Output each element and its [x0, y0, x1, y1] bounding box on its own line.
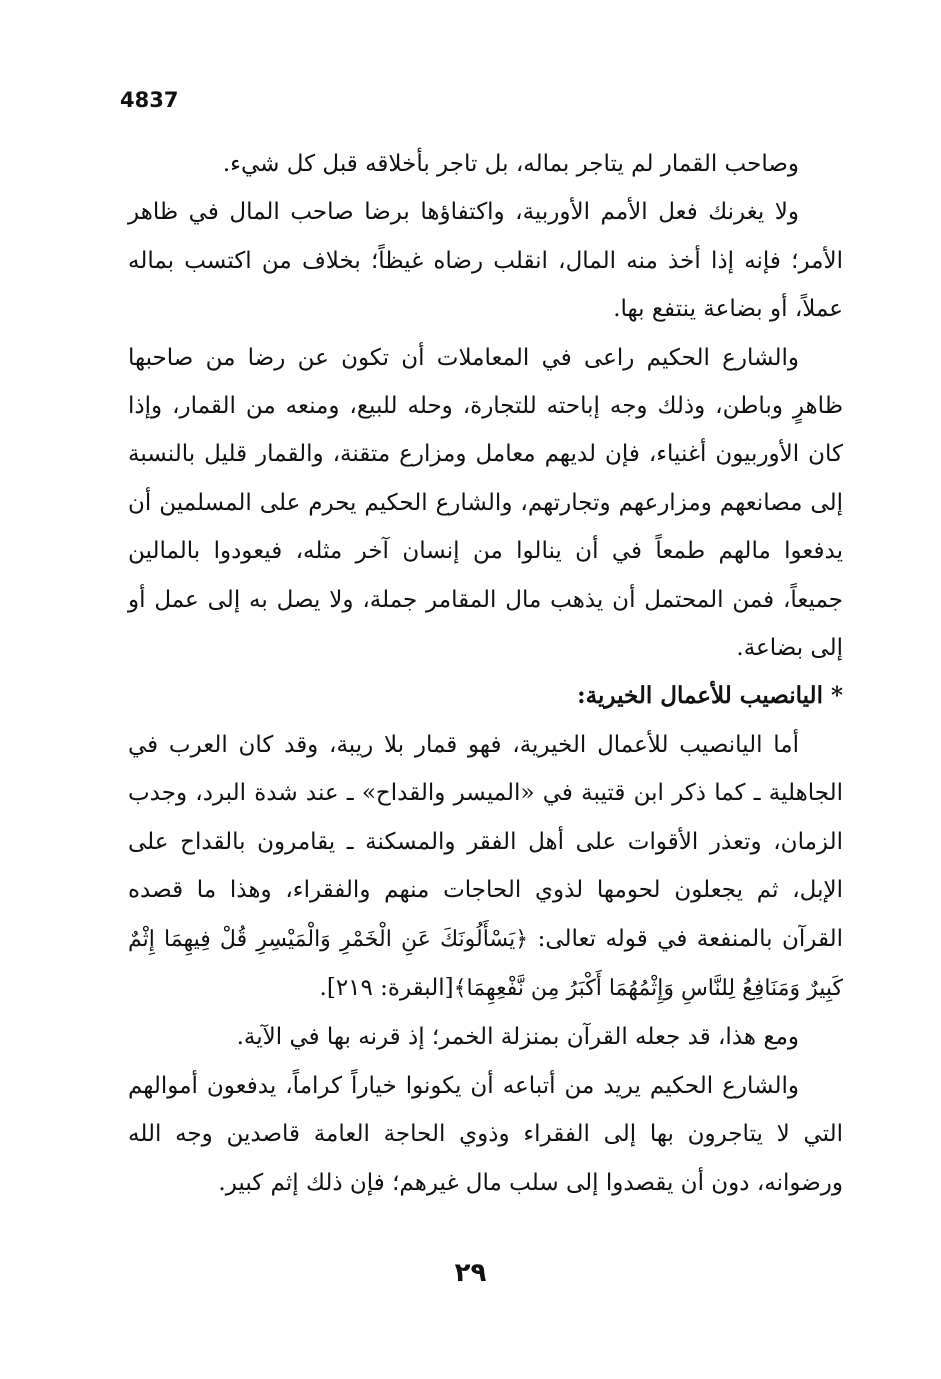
- paragraph-4: [128, 721, 843, 1013]
- quran-verse: ﴿يَسْأَلُونَكَ عَنِ الْخَمْرِ وَالْمَيْسِرِ قُلْ فِيهِمَا إِثْمٌ كَبِيرٌ وَمَنَافِعُ لِلنَّاسِ وَإِثْمُهُمَا أَكْبَرُ مِن نَّفْعِهِمَا﴾: [128, 926, 843, 1001]
- paragraph-6: والشارع الحكيم يريد من أتباعه أن يكونوا خياراً كراماً، يدفعون أموالهم التي لا يتاجرون بها إلى الفقراء وذوي الحاجة العامة قاصدين وجه الله ورضوانه، دون أن يقصدوا إلى سلب مال غيرهم؛ فإن ذلك إثم كبير.: [128, 1072, 843, 1196]
- paragraph-2: ولا يغرنك فعل الأمم الأوربية، واكتفاؤها برضا صاحب المال في ظاهر الأمر؛ فإنه إذا أخذ منه المال، انقلب رضاه غيظاً؛ بخلاف من اكتسب بماله عملاً، أو بضاعة ينتفع بها.: [128, 199, 843, 323]
- paragraph-4-text: أما اليانصيب للأعمال الخيرية، فهو قمار بلا ريبة، وقد كان العرب في الجاهلية ـ كما ذكر ابن قتيبة في «الميسر والقداح» ـ عند شدة البرد، وجدب الزمان، وتعذر الأقوات على أهل الفقر والمسكنة ـ يقامرون بالقداح على الإبل، ثم يجعلون لحومها لذوي الحاجات منهم والفقراء، وهذا ما قصده القرآن بالمنفعة في قوله تعالى:: [128, 731, 843, 952]
- page-number: ٢٩: [454, 1258, 487, 1288]
- paragraph-3: والشارع الحكيم راعى في المعاملات أن تكون عن رضا من صاحبها ظاهرٍ وباطن، وذلك وجه إباحته للتجارة، وحله للبيع، ومنعه من القمار، وإذا كان الأوربيون أغنياء، فإن لديهم معامل ومزارع متقنة، والقمار قليل بالنسبة إلى مصانعهم ومزارعهم وتجارتهم، والشارع الحكيم يحرم على المسلمين أن يدفعوا مالهم طمعاً في أن ينالوا من إنسان آخر مثله، فيعودوا بالمالين جميعاً، فمن المحتمل أن يذهب مال المقامر جملة، ولا يصل به إلى عمل أو إلى بضاعة.: [128, 344, 843, 662]
- verse-citation: [البقرة: ٢١٩].: [319, 974, 454, 1001]
- paragraph-1: وصاحب القمار لم يتاجر بماله، بل تاجر بأخلاقه قبل كل شيء.: [222, 151, 799, 177]
- paragraph-5: ومع هذا، قد جعله القرآن بمنزلة الخمر؛ إذ قرنه بها في الآية.: [236, 1024, 799, 1051]
- section-heading: * اليانصيب للأعمال الخيرية:: [577, 682, 843, 710]
- body-text: [128, 140, 843, 1207]
- reference-number: 4837: [120, 88, 179, 112]
